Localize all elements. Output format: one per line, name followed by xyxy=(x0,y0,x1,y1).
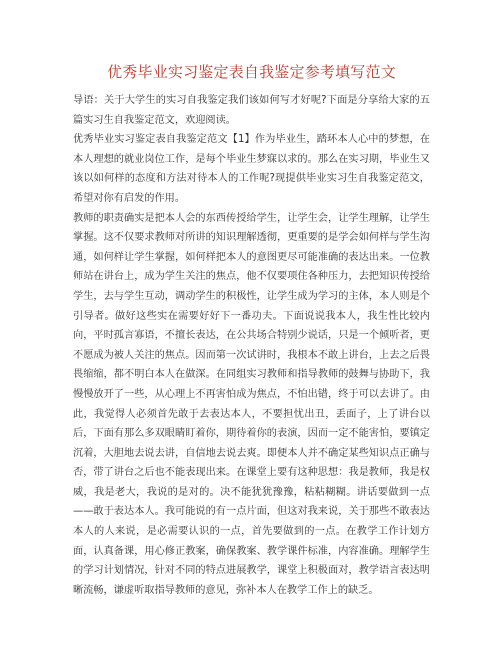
body-paragraph: 教师的职责确实是把本人会的东西传授给学生，让学生会，让学生理解，让学生掌握。这不仅要求教师对所讲的知识理解透彻，更重要的是学会如何样与学生沟通，如何样让学生掌握，如何样把本人的意图更尽可能准确的表达出来。一位教师站在讲台上，成为学生关注的焦点，他不仅要项住各种压力，去把知识传授给学生，去与学生互动，调动学生的积极性，让学生成为学习的主体，本人则是个引导者。做好这些实在需要好好下一番功夫。下面说说我本人，我生性比较内向，平时孤言寡语，不擅长表达，在公共场合特别少说话，只是一个倾听者，更不愿成为被人关注的焦点。因而第一次试讲时，我根本不敢上讲台，上去之后畏畏缩缩，都不明白本人在做深。在同组实习教师和指导教师的鼓舞与协助下，我慢慢放开了一些，从心理上不再害怕成为焦点，不怕出错，终于可以去讲了。由此，我觉得人必须首先敢于去表达本人，不要担忧出丑，丢面子，上了讲台以后，下面有那么多双眼睛盯着你，期待着你的表演，因而一定不能害怕，要镇定沉着，大胆地去说去讲，自信地去说去爽。即便本人并不确定某些知识点正确与否，带了讲台之后也不能表现出来。在课堂上要有这种思想：我是教师，我是权威，我是老大，我说的是对的。决不能犹犹豫豫，粘粘糊糊。讲话要做到一点——敢于表达本人。我可能说的有一点片面，但这对我来说，关于那些不敢表达本人的人来说，是必需要认识的一点，首先要做到的一点。在教学工作计划方面，认真备课，用心修正教案，确保教案、教学课件标准，内容准确。理解学生的学习计划情况，针对不同的特点进展教学，课堂上积极面对，教学语言表达明晰流畅，谦虚听取指导教师的意见，弥补本人在教学工作上的缺乏。 xyxy=(73,212,430,596)
document-title: 优秀毕业实习鉴定表自我鉴定参考填写范文 xyxy=(107,63,396,81)
sample-one-paragraph: 优秀毕业实习鉴定表自我鉴定范文【1】作为毕业生，踏环本人心中的梦想，在本人理想的就业岗位工作，是每个毕业生梦寐以求的。那么在实习期，毕业生又该以如何样的态度和方法对待本人的工作呢?现提供毕业实习生自我鉴定范文，希望对你有启发的作用。 xyxy=(73,134,430,204)
intro-paragraph: 导语：关于大学生的实习自我鉴定我们该如何写才好呢?下面是分享给大家的五篇实习生自我鉴定范文，欢迎阅读。 xyxy=(73,95,430,126)
